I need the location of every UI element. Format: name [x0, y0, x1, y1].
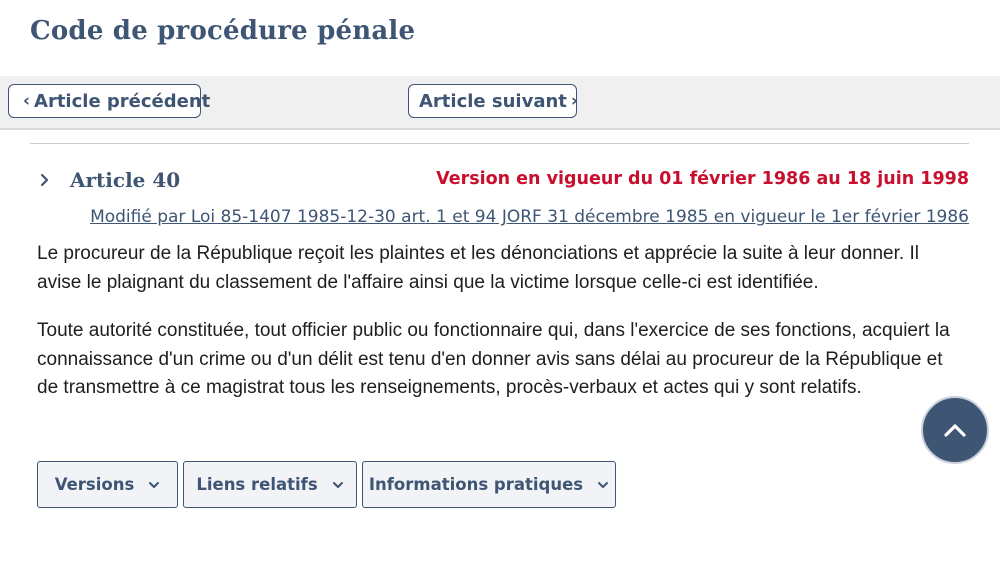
- article-title: Article 40: [70, 168, 181, 192]
- related-links-label: Liens relatifs: [196, 475, 318, 494]
- practical-info-label: Informations pratiques: [368, 475, 584, 494]
- previous-article-label: Article précédent: [34, 90, 211, 112]
- versions-label: Versions: [54, 475, 135, 494]
- chevron-right-icon: ›: [570, 91, 578, 111]
- versions-button[interactable]: [37, 461, 178, 508]
- article-body: [37, 240, 967, 423]
- modification-link[interactable]: Modifié par Loi 85-1407 1985-12-30 art. 1 et 94 JORF 31 décembre 1985 en vigueur le 1er février 1986: [90, 207, 969, 227]
- divider: [30, 143, 969, 144]
- previous-article-button[interactable]: [8, 84, 211, 118]
- chevron-right-icon: [40, 173, 50, 187]
- chevron-down-icon: [148, 481, 160, 489]
- article-paragraph: Le procureur de la République reçoit les plaintes et les dénonciations et apprécie la suite à leur donner. Il avise le plaignant du classement de l'affaire ainsi que la victime lorsque celle-ci est identifiée.: [37, 243, 919, 293]
- next-article-label: Article suivant: [419, 90, 567, 112]
- article-navigation-bar: [0, 76, 1000, 130]
- next-article-button[interactable]: [408, 84, 577, 118]
- article-toggle[interactable]: [40, 168, 180, 192]
- article-paragraph: Toute autorité constituée, tout officier public ou fonctionnaire qui, dans l'exercice de ses fonctions, acquiert la connaissance d'un crime ou d'un délit est tenu d'en donner avis sans délai au procureur de la République et de transmettre à ce magistrat tous les renseignements, procès-verbaux et actes qui y sont relatifs.: [37, 320, 950, 398]
- related-links-button[interactable]: [183, 461, 357, 508]
- chevron-up-icon: [943, 422, 967, 438]
- page-title: Code de procédure pénale: [30, 16, 416, 46]
- chevron-down-icon: [332, 481, 344, 489]
- chevron-down-icon: [597, 481, 609, 489]
- page-header: [0, 0, 1000, 76]
- chevron-left-icon: ‹: [23, 91, 31, 111]
- scroll-to-top-button[interactable]: [921, 396, 989, 464]
- version-status: Version en vigueur du 01 février 1986 au 18 juin 1998: [436, 169, 969, 189]
- practical-info-button[interactable]: [362, 461, 616, 508]
